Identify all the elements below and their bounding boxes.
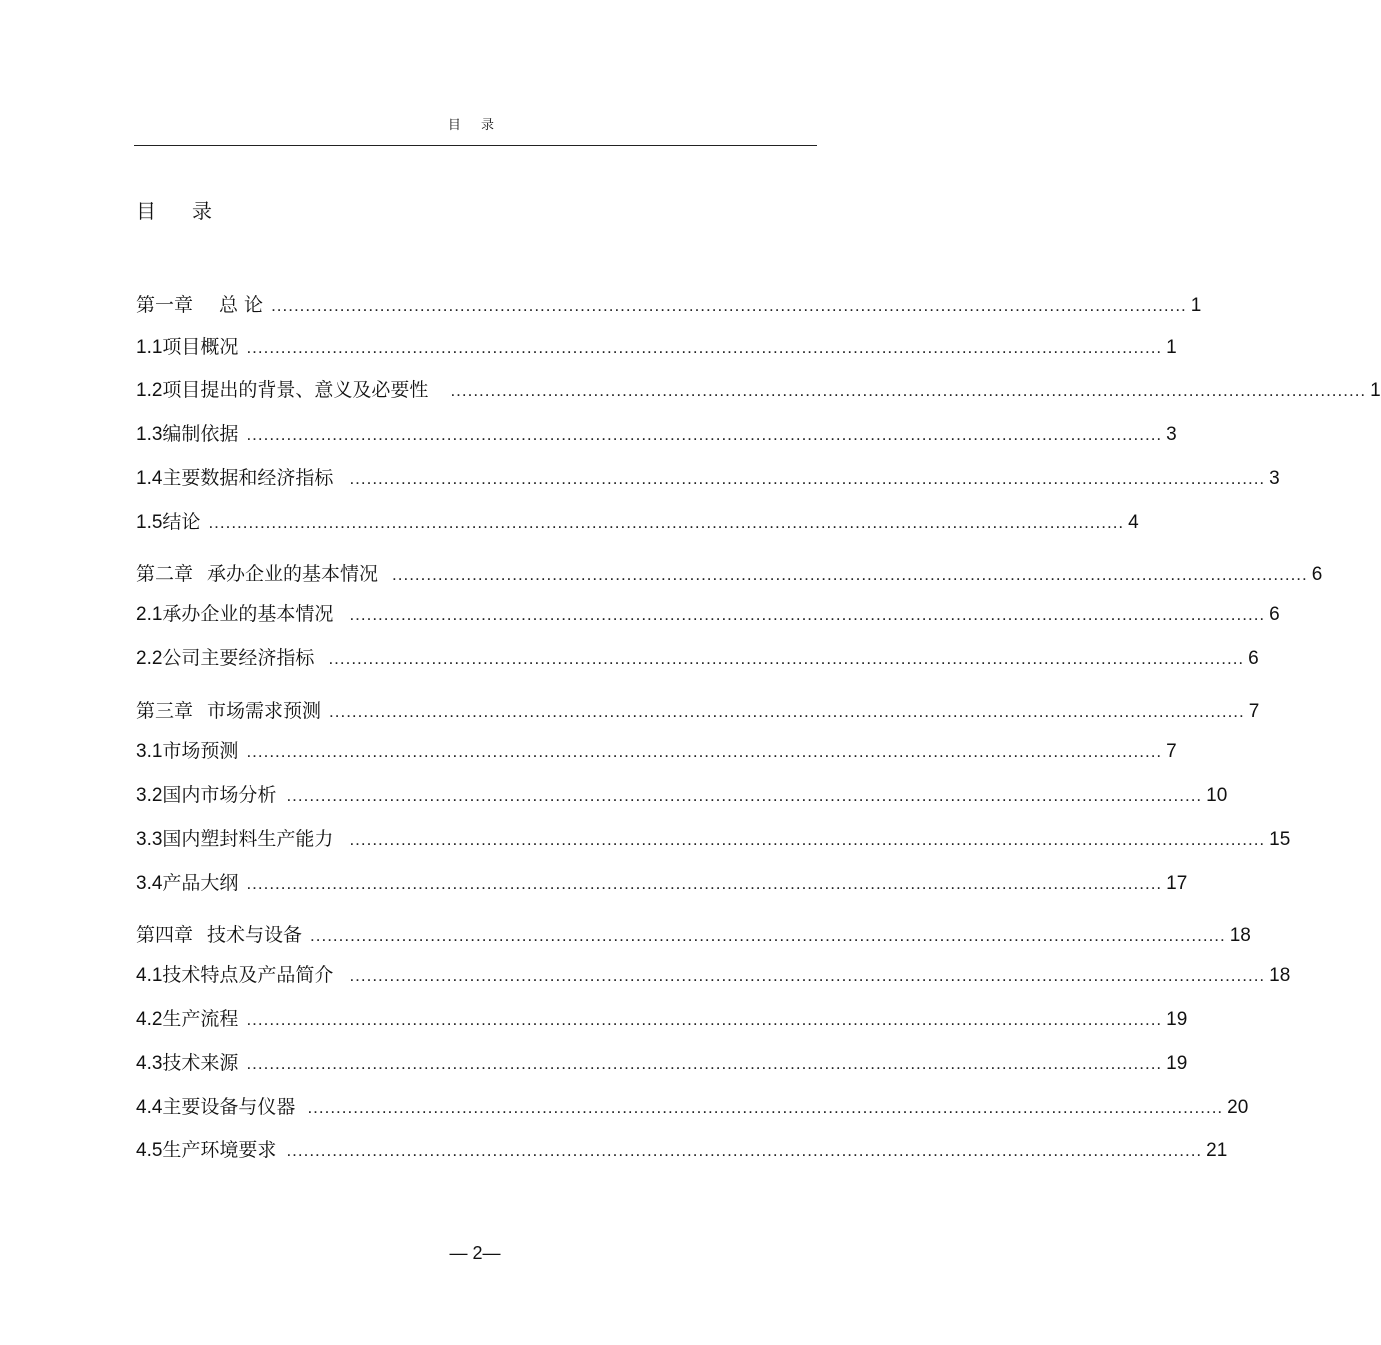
toc-entry[interactable] [136, 559, 1323, 589]
toc-heading [136, 195, 212, 224]
toc-entry-number: 3.2 [136, 785, 163, 806]
toc-entry-page: 3 [1269, 468, 1280, 489]
toc-entry[interactable] [136, 1004, 1188, 1034]
toc-entry[interactable] [136, 960, 1291, 990]
toc-entry[interactable] [136, 868, 1188, 898]
toc-leader-dots: ................................................................................................................................................................ [392, 565, 1308, 584]
toc-entry-number: 4.4 [136, 1097, 163, 1118]
toc-leader-dots: ................................................................................................................................................................ [246, 1010, 1163, 1029]
toc-entry-page: 21 [1206, 1140, 1228, 1161]
toc-entry-page: 6 [1248, 648, 1259, 669]
toc-entry[interactable] [136, 920, 1251, 950]
toc-leader-dots: ................................................................................................................................................................ [328, 649, 1245, 668]
toc-entry-page: 1 [1190, 295, 1202, 316]
toc-leader-dots: ................................................................................................................................................................ [450, 381, 1367, 400]
toc-entry-page: 3 [1166, 424, 1177, 445]
toc-entry-title: 主要设备与仪器 [162, 1096, 296, 1118]
toc-entry-page: 17 [1166, 873, 1188, 894]
toc-leader-dots: ................................................................................................................................................................ [208, 513, 1125, 532]
toc-entry-page: 1 [1370, 380, 1381, 401]
toc-entry-number: 2.2 [136, 648, 163, 669]
toc-entry-title: 技术来源 [162, 1052, 239, 1074]
toc-entry-page: 19 [1166, 1053, 1188, 1074]
toc-entry-title: 总 论 [219, 294, 264, 316]
toc-entry-title: 国内塑封料生产能力 [162, 828, 334, 850]
toc-leader-dots: ................................................................................................................................................................ [349, 605, 1266, 624]
toc-entry-title: 编制依据 [162, 423, 239, 445]
toc-heading-part2: 录 [192, 199, 212, 223]
toc-entry-number: 4.5 [136, 1140, 163, 1161]
toc-entry[interactable] [136, 332, 1177, 362]
toc-entry-page: 1 [1166, 337, 1177, 358]
toc-entry-page: 10 [1206, 785, 1228, 806]
toc-entry-title: 技术特点及产品简介 [162, 964, 334, 986]
running-header: 目 录 [447, 118, 503, 133]
toc-entry[interactable] [136, 824, 1291, 854]
toc-leader-dots: ................................................................................................................................................................ [349, 966, 1266, 985]
header-divider [134, 145, 817, 146]
toc-entry-title: 生产环境要求 [162, 1139, 277, 1161]
toc-entry-title: 项目提出的背景、意义及必要性 [162, 379, 429, 401]
toc-entry-title: 项目概况 [162, 336, 239, 358]
toc-leader-dots: ................................................................................................................................................................ [329, 702, 1245, 721]
toc-entry-page: 15 [1269, 829, 1291, 850]
toc-entry-title: 承办企业的基本情况 [162, 603, 334, 625]
toc-entry-number: 1.3 [136, 424, 163, 445]
toc-entry[interactable] [136, 419, 1177, 449]
toc-entry-title: 市场需求预测 [207, 700, 322, 722]
toc-leader-dots: ................................................................................................................................................................ [271, 296, 1187, 315]
toc-entry[interactable] [136, 1135, 1228, 1165]
toc-entry-page: 18 [1229, 925, 1251, 946]
toc-entry-page: 6 [1269, 604, 1280, 625]
toc-entry-title: 技术与设备 [207, 924, 303, 946]
toc-entry[interactable] [136, 643, 1259, 673]
toc-entry-page: 18 [1269, 965, 1291, 986]
toc-entry-number: 1.2 [136, 380, 163, 401]
toc-entry-number: 4.2 [136, 1009, 163, 1030]
toc-entry-number: 第一章 [136, 295, 194, 316]
toc-entry[interactable] [136, 375, 1381, 405]
toc-leader-dots: ................................................................................................................................................................ [349, 469, 1266, 488]
toc-entry-title: 公司主要经济指标 [162, 647, 315, 669]
toc-leader-dots: ................................................................................................................................................................ [246, 874, 1163, 893]
toc-entry-number: 3.4 [136, 873, 163, 894]
toc-entry-number: 第三章 [136, 701, 194, 722]
toc-entry-page: 6 [1311, 564, 1323, 585]
toc-entry[interactable] [136, 507, 1139, 537]
toc-entry[interactable] [136, 736, 1177, 766]
toc-leader-dots: ................................................................................................................................................................ [246, 425, 1163, 444]
toc-entry[interactable] [136, 696, 1260, 726]
toc-entry[interactable] [136, 599, 1280, 629]
toc-entry-page: 7 [1166, 741, 1177, 762]
toc-entry[interactable] [136, 1048, 1188, 1078]
toc-entry-number: 4.3 [136, 1053, 163, 1074]
toc-entry-number: 2.1 [136, 604, 163, 625]
toc-entry[interactable] [136, 780, 1228, 810]
toc-leader-dots: ................................................................................................................................................................ [310, 926, 1226, 945]
toc-entry-number: 3.3 [136, 829, 163, 850]
toc-leader-dots: ................................................................................................................................................................ [286, 1141, 1203, 1160]
toc-entry-title: 生产流程 [162, 1008, 239, 1030]
toc-leader-dots: ................................................................................................................................................................ [307, 1098, 1224, 1117]
toc-entry-number: 4.1 [136, 965, 163, 986]
toc-entry-number: 3.1 [136, 741, 163, 762]
toc-entry-page: 19 [1166, 1009, 1188, 1030]
toc-entry-title: 主要数据和经济指标 [162, 467, 334, 489]
toc-leader-dots: ................................................................................................................................................................ [349, 830, 1266, 849]
toc-leader-dots: ................................................................................................................................................................ [286, 786, 1203, 805]
toc-entry-page: 7 [1248, 701, 1260, 722]
toc-entry-title: 产品大纲 [162, 872, 239, 894]
toc-entry-number: 1.5 [136, 512, 163, 533]
toc-entry-title: 承办企业的基本情况 [207, 563, 379, 585]
toc-entry-number: 1.1 [136, 337, 163, 358]
toc-entry-title: 市场预测 [162, 740, 239, 762]
toc-entry-title: 结论 [162, 511, 201, 533]
toc-leader-dots: ................................................................................................................................................................ [246, 742, 1163, 761]
toc-entry[interactable] [136, 1092, 1249, 1122]
toc-leader-dots: ................................................................................................................................................................ [246, 1054, 1163, 1073]
toc-entry-page: 20 [1227, 1097, 1249, 1118]
toc-entry-number: 第四章 [136, 925, 194, 946]
toc-entry-number: 1.4 [136, 468, 163, 489]
toc-entry[interactable] [136, 463, 1280, 493]
toc-entry-title: 国内市场分析 [162, 784, 277, 806]
toc-heading-part1: 目 [136, 199, 156, 223]
toc-entry-page: 4 [1128, 512, 1139, 533]
toc-entry-number: 第二章 [136, 564, 194, 585]
toc-entry[interactable] [136, 290, 1202, 320]
toc-leader-dots: ................................................................................................................................................................ [246, 338, 1163, 357]
page-number-footer: — 2— [449, 1243, 501, 1263]
